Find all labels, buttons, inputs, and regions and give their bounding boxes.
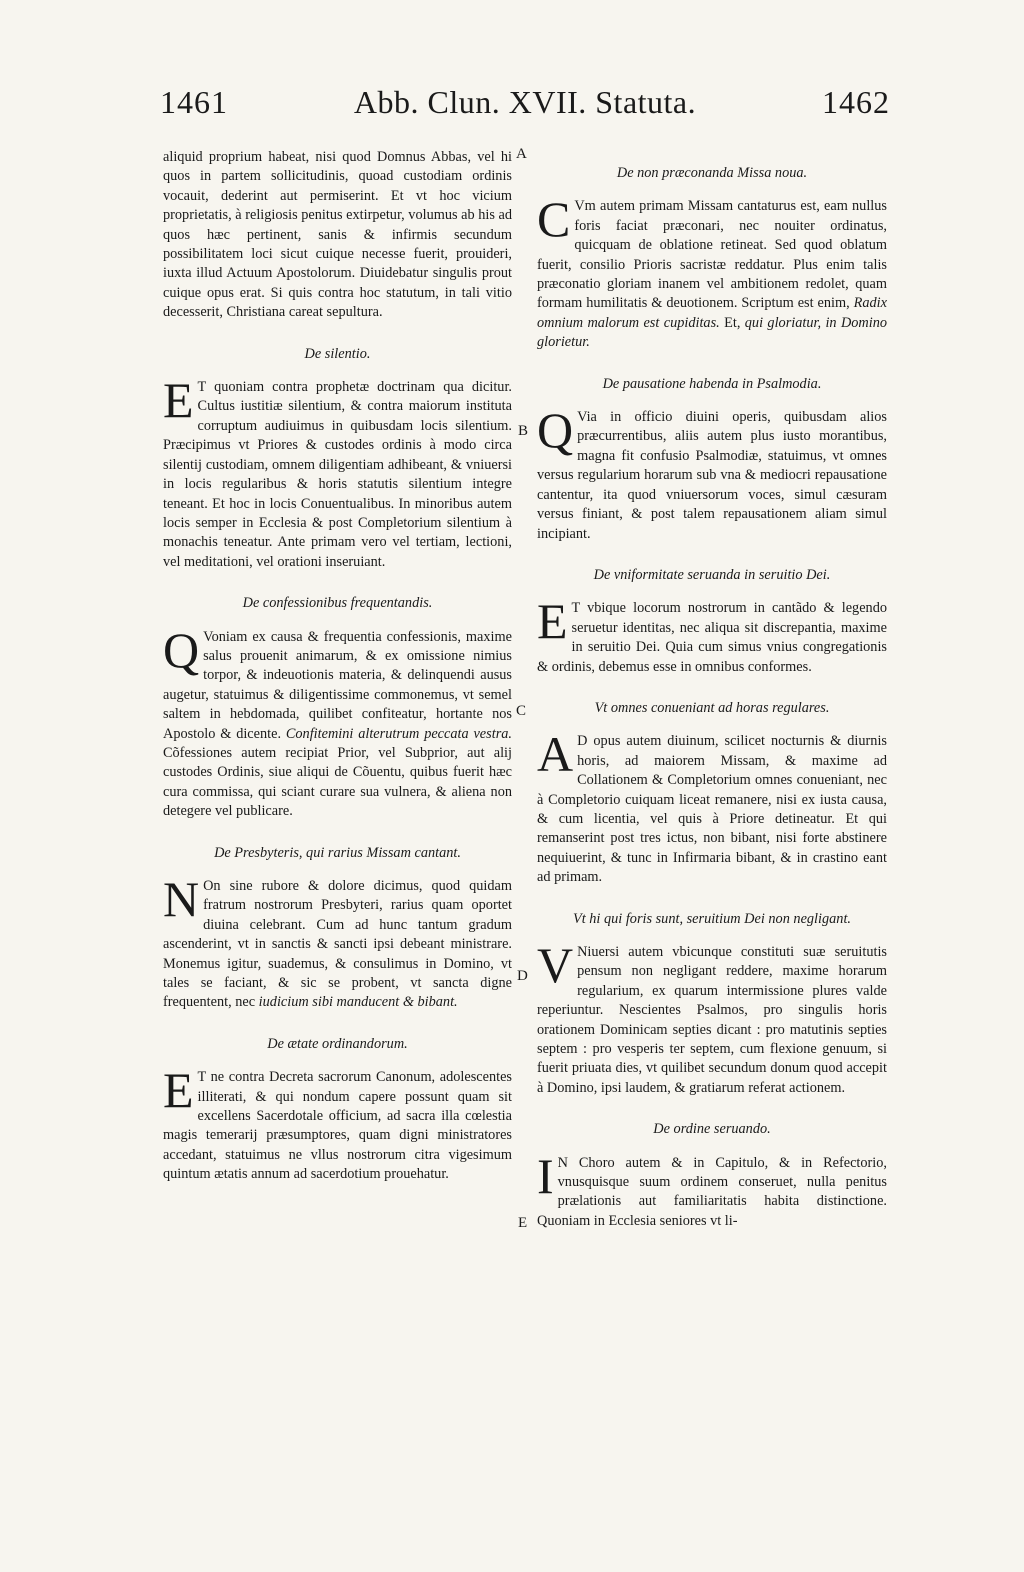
- drop-cap: Q: [537, 402, 574, 459]
- drop-cap: E: [163, 1062, 194, 1119]
- margin-marker-c: C: [516, 703, 527, 719]
- running-header: [160, 84, 890, 132]
- paragraph: N On sine rubore & dolore dicimus, quod quidam fratrum nostrorum Presbyteri, rarius quam oportet diuina celebrant. Cum ad hunc tantum gradum ascenderint, vt in sanctis & sancti ipsi debeant ministrare. Monemus igitur, suademus, & consulimus in Domino, vt tales se faciant, & sic se probent, vt sancta digne frequentent, nec iudicium sibi manducent & bibant.: [163, 871, 512, 1011]
- paragraph: Q Voniam ex causa & frequentia confessionis, maxime salus prouenit animarum, & ex omissione nimius torpor, & indeuotionis materia, & delinquendi ausus augetur, statuimus & diligentissime commonemus, vt semel saltem in hebdomada, quilibet confiteatur, hortante nos Apostolo & dicente. Confitemini alterutrum peccata vestra. Cõfessiones autem recipiat Prior, vel Subprior, aut alij custodes Ordinis, siue aliqui de Cõuentu, quibus fuerit hæc cura commissa, qui sciant curare sua vulnera, & aliena non detegere vel publicare.: [163, 621, 512, 820]
- drop-cap: I: [537, 1147, 554, 1204]
- margin-marker-b: B: [518, 423, 529, 439]
- section-heading: De silentio.: [304, 345, 371, 362]
- paragraph: A D opus autem diuinum, scilicet nocturnis & diurnis horis, ad maiorem Missam, & maxime ad Collationem & Completorium omnes conueniant, nec à Completorio cuiquam liceat remanere, nisi ex iusta causa, & cum licentia, vel quis à Priore detineatur. Et qui remanserint post tres ictus, non bibant, nisi forte abstinere nequiuerint, & tunc in Infirmaria bibant, & in crastino eant ad primam.: [537, 726, 887, 886]
- drop-cap: N: [163, 871, 200, 927]
- paragraph: E T quoniam contra prophetæ doctrinam qua dicitur. Cultus iustitiæ silentium, & contra maiorum instituta corruptum audiuimus in quibusdam locis silentium. Præcipimus vt Priores & custodes ordinis à modo circa silentij custodiam, omnem diligentiam adhibeant, & vniuersi in locis regularibus & horis statutis silentium integre teneant. Et hoc in locis Conuentualibus. In minoribus autem locis semper in Ecclesia & post Completorium silentium à monachis teneatur. Ante primam vero vel tertiam, lectioni, vel meditationi, vel orationi inseruiant.: [163, 372, 512, 570]
- section-heading: De confessionibus frequentandis.: [242, 595, 433, 612]
- section-heading: Vt hi qui foris sunt, seruitium Dei non negligant.: [573, 910, 851, 927]
- section-heading: De pausatione habenda in Psalmodia.: [602, 375, 822, 392]
- section-heading: De Presbyteris, qui rarius Missam cantant.: [214, 844, 461, 861]
- left-column: [163, 148, 512, 1185]
- drop-cap: Q: [163, 621, 200, 678]
- drop-cap: E: [537, 593, 568, 650]
- drop-cap: E: [163, 372, 194, 429]
- section-heading: Vt omnes conueniant ad horas regulares.: [594, 699, 830, 716]
- page-number-left: 1461: [160, 84, 228, 120]
- paragraph: E T vbique locorum nostrorum in cantãdo & legendo seruetur identitas, nec aliqua sit discrepantia, maxime in seruitio Dei. Quia cum simus vnius congregationis & ordinis, debemus esse in omnibus conformes.: [537, 593, 887, 675]
- page-number-right: 1462: [822, 84, 890, 120]
- running-title: Abb. Clun. XVII. Statuta.: [353, 84, 697, 120]
- drop-cap: V: [537, 937, 574, 993]
- drop-cap: C: [537, 191, 571, 248]
- section-heading: De ordine seruando.: [653, 1121, 771, 1138]
- margin-marker-d: D: [517, 968, 528, 984]
- drop-cap: A: [537, 726, 574, 783]
- margin-marker-a: A: [516, 146, 527, 162]
- right-column: [537, 148, 887, 1231]
- paragraph: V Niuersi autem vbicunque constituti suæ seruitutis pensum non negligant reddere, maxime horarum regularium, ex quarum intermissione plures valde reperiuntur. Nescientes Psalmos, pro singulis horis orationem Dominicam septies dicant : pro matutinis septies septem : pro vesperis ter septem, cum flexione genuum, si fuerit priuata dies, vt quilibet secundum donum quod accepit à Domino, ipsi laudem, & gratiarum referat actionem.: [537, 937, 887, 1096]
- paragraph: I N Choro autem & in Capitulo, & in Refectorio, vnusquisque suum ordinem conseruet, nulla penitus prælationis aut familiaritatis habita distinctione. Quoniam in Ecclesia seniores vt li-: [537, 1147, 887, 1229]
- paragraph: aliquid proprium habeat, nisi quod Domnus Abbas, vel hi quos in partem sollicitudinis, quoad custodiam ordinis vocauit, dederint aut permiserint. Et vt hoc vicium proprietatis, à religiosis penitus extirpetur, volumus ab his ad quos hæc pertinent, sanis & infirmis secundum possibilitatem loci sicut cuique necesse fuerit, prouideri, iuxta illud Actuum Apostolorum. Diuidebatur singulis prout cuique opus erat. Si quis contra hoc statutum, in tali vitio decesserit, Christiana careat sepultura.: [163, 149, 512, 321]
- paragraph: C Vm autem primam Missam cantaturus est, eam nullus foris faciat præconari, nec nouiter ordinatus, quicquam de oblatione retineat. Sed quod oblatum fuerit, consilio Prioris sacristæ reddatur. Plus enim talis præconatio gloriam inanem vel ambitionem redolet, quam formam humilitatis & deuotionem. Scriptum est enim, Radix omnium malorum est cupiditas. Et, qui gloriatur, in Domino glorietur.: [537, 191, 888, 351]
- paragraph: Q Via in officio diuini operis, quibusdam alios præcurrentibus, aliis autem plus iusto morantibus, magna fit confusio Psalmodiæ, statuimus, vt omnes versus regularium horarum sub vna & mediocri repausatione cantentur, ita quod vniuersorum voces, simul cæsuram versus finiant, & post talem repausationem aliam simul incipiant.: [537, 402, 887, 542]
- section-heading: De vniformitate seruanda in seruitio Dei.: [593, 566, 831, 583]
- section-heading: De non præconanda Missa noua.: [616, 165, 808, 181]
- paragraph: E T ne contra Decreta sacrorum Canonum, adolescentes illiterati, & qui nondum capere possunt quam sit excellens Sacerdotale officium, ad sacra illa cœlestia magis temerarij præsumptores, quam digni ministratores accedant, statuimus ne vllus nostrorum citra vigesimum quintum ætatis annum ad sacerdotium prouehatur.: [163, 1062, 512, 1183]
- section-heading: De ætate ordinandorum.: [267, 1035, 408, 1052]
- margin-marker-e: E: [518, 1215, 528, 1231]
